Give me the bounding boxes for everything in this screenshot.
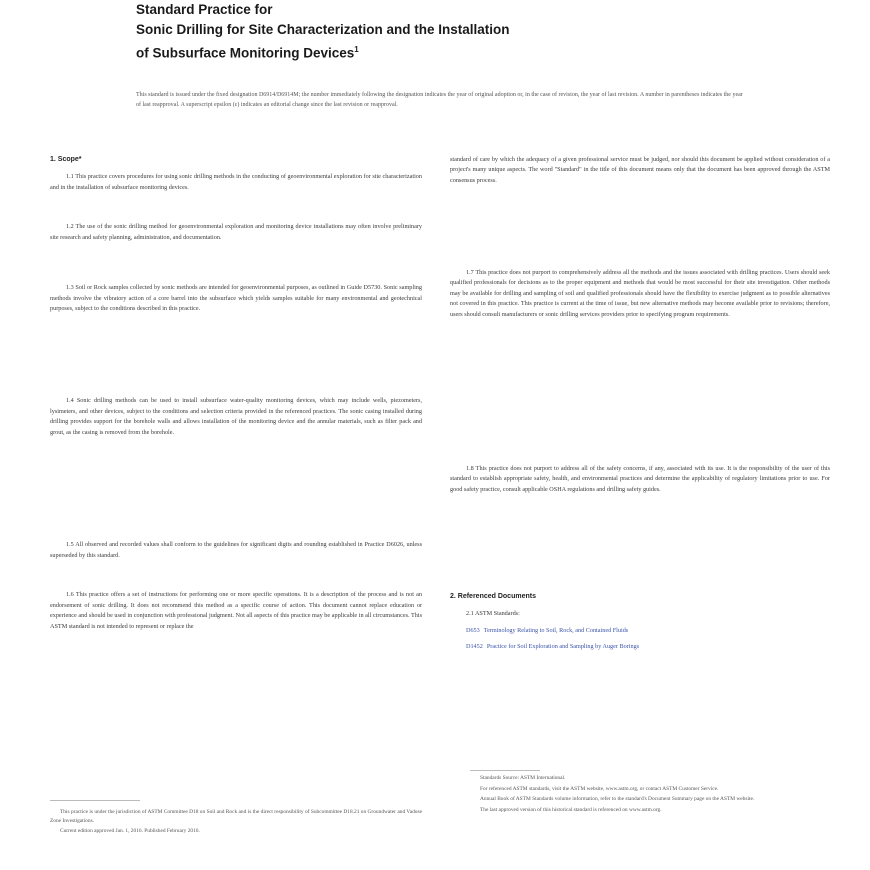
right-column [450, 155, 830, 659]
reference-link[interactable]: D653 [466, 626, 480, 634]
reference-title[interactable]: Terminology Relating to Soil, Rock, and Contained Fluids [483, 626, 629, 634]
referenced-documents-list [450, 609, 830, 652]
title-line-1: Standard Practice for [136, 2, 273, 17]
scope-paragraph-3: 1.3 Soil or Rock samples collected by sonic methods are intended for geoenvironmental purposes, as outlined in Guide D5730. Sonic sampling methods involve the vibratory action of a core barrel into the subsurface which yields samples suitable for many environmental and geotechnical purposes, subject to the conditions described in this practice. [50, 284, 422, 313]
scope-paragraph-7: 1.7 This practice does not purport to comprehensively address all the methods and the issues associated with drilling practices. Users should seek qualified professionals for decisions as to the proper equipment and methods that would be most successful for their site investigation. Other methods may be available for drilling and sampling of soil and qualified professionals should have the flexibility to exercise judgment as to possible alternatives not covered in this practice. This practice is current at the time of issue, but new alternative methods may become available prior to revisions; therefore, users should consult manufacturers or sonic drilling services providers prior to specifying program requirements. [450, 269, 830, 318]
reference-item [466, 626, 830, 636]
footnote-3: Standards Source: ASTM International. [480, 775, 566, 781]
scope-heading: 1. Scope* [50, 156, 82, 163]
scope-paragraph-4: 1.4 Sonic drilling methods can be used to install subsurface water-quality monitoring devices, which may include wells, piezometers, lysimeters, and other devices, subject to the conditions and selection criteria provided in the referenced practices. The sonic casing installed during drilling provides support for the borehole walls and allows installation of the monitoring device and the annular materials, such as filter pack and grout, as the casing is removed from the borehole. [50, 397, 422, 436]
title-line-2: Sonic Drilling for Site Characterization and the Installation [136, 22, 510, 37]
scope-paragraph-2: 1.2 The use of the sonic drilling method for geoenvironmental exploration and monitoring device installations may often involve preliminary site research and safety planning, administration, and documentation. [50, 223, 422, 241]
issuance-note: This standard is issued under the fixed designation D6914/D6914M; the number immediately following the designation indicates the year of original adoption or, in the case of revision, the year of last revision. A number in parentheses indicates the year of last reapproval. A superscript epsilon (ε) indicates an editorial change since the last revision or reapproval. [136, 92, 743, 108]
footnote-4: For referenced ASTM standards, visit the ASTM website, www.astm.org, or contact ASTM Customer Service. [480, 785, 719, 792]
title-footnote-marker: 1 [354, 45, 359, 54]
footnote-1: This practice is under the jurisdiction of ASTM Committee D18 on Soil and Rock and is the direct responsibility of Subcommittee D18.21 on Groundwater and Vadose Zone Investigations. [50, 809, 422, 824]
scope-paragraph-1: 1.1 This practice covers procedures for using sonic drilling methods in the conducting of geoenvironmental exploration for site characterization and in the installation of subsurface monitoring devices. [50, 173, 422, 191]
footnote-divider-right [470, 770, 540, 771]
footnote-6: The last approved version of this historical standard is referenced on www.astm.org. [480, 806, 662, 813]
footnotes-left [50, 808, 422, 838]
footnote-2: Current edition approved Jan. 1, 2016. Published February 2016. [60, 828, 200, 835]
scope-paragraph-5: 1.5 All observed and recorded values shall conform to the guidelines for significant digits and rounding established in Practice D6026, unless superseded by this standard. [50, 541, 422, 559]
title-line-3: of Subsurface Monitoring Devices$^1$ [136, 45, 359, 61]
document-title [136, 0, 756, 64]
scope-paragraph-6-continued: standard of care by which the adequacy of a given professional service must be judged, nor should this document be applied without consideration of a project's many unique aspects. The word "Standard" in the title of this document means only that the document has been approved through the ASTM consensus process. [450, 156, 830, 184]
scope-paragraph-8: 1.8 This practice does not purport to address all of the safety concerns, if any, associated with its use. It is the responsibility of the user of this standard to establish appropriate safety, health, and environmental practices and determine the applicability of regulatory limitations prior to use. For good safety practice, consult applicable OSHA regulations and drilling safety guides. [450, 465, 830, 493]
astm-standards-intro: 2.1 ASTM Standards: [466, 610, 520, 618]
reference-item [466, 642, 830, 652]
footnotes-right [470, 774, 830, 816]
left-column [50, 155, 422, 734]
scope-paragraph-6: 1.6 This practice offers a set of instructions for performing one or more specific operations. It is a description of the process and is not an endorsement of sonic drilling. It does not recommend this method as a specific course of action. This document cannot replace education or experience and should be used in conjunction with professional judgment. Not all aspects of this practice may be applicable in all circumstances. This ASTM standard is not intended to represent or replace the [50, 591, 422, 630]
footnote-5: Annual Book of ASTM Standards volume information, refer to the standard's Document Summary page on the ASTM website. [480, 796, 755, 803]
reference-link[interactable]: D1452 [466, 643, 483, 651]
reference-title[interactable]: Practice for Soil Exploration and Sampling by Auger Borings [486, 643, 640, 651]
footnote-divider-left [50, 800, 140, 801]
referenced-documents-heading: 2. Referenced Documents [450, 593, 536, 600]
